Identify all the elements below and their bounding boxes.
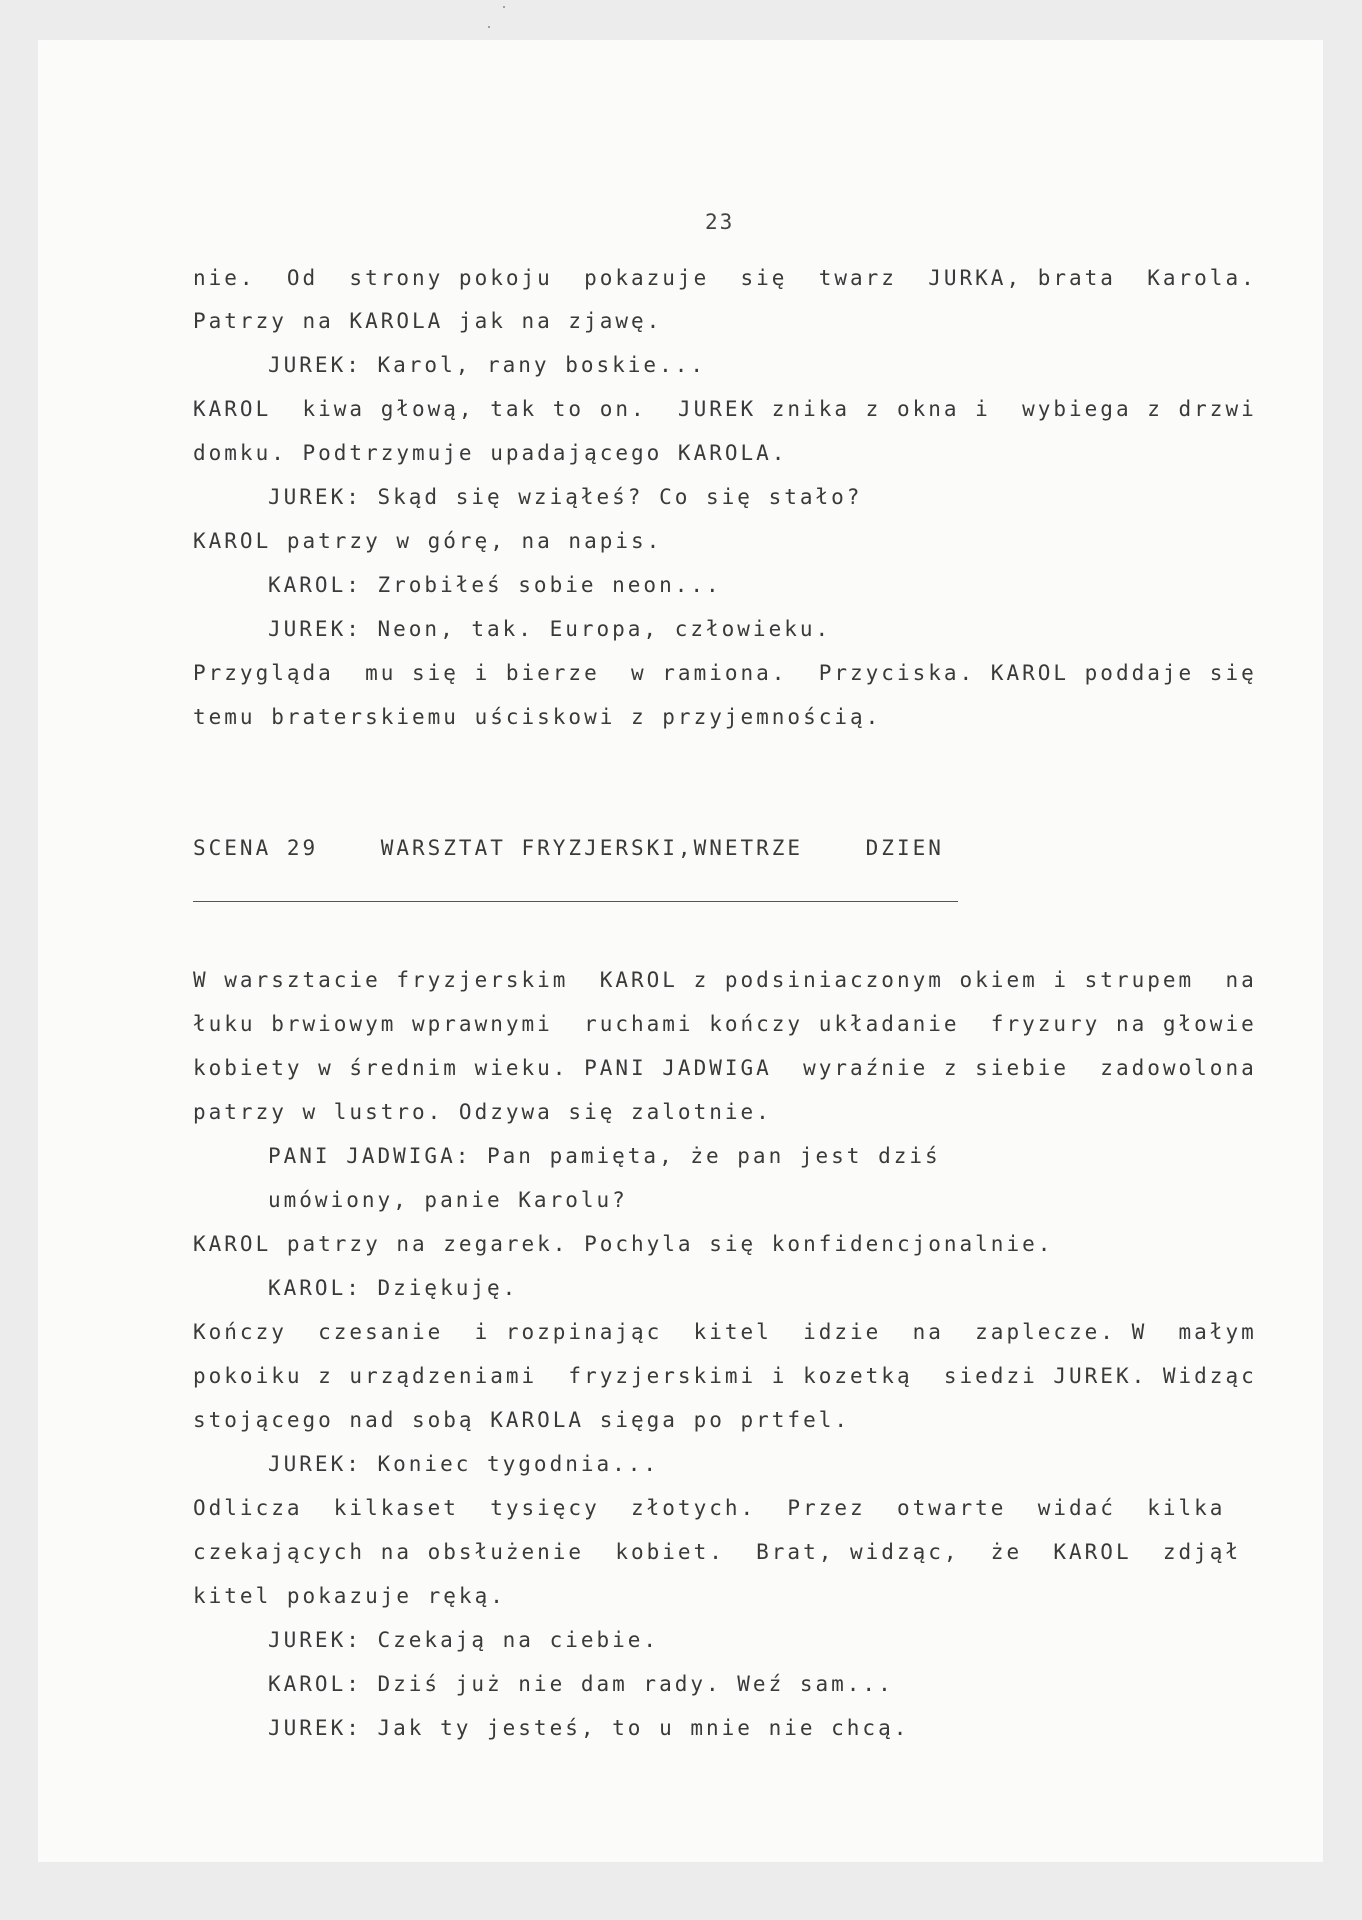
paper-speck (488, 26, 490, 28)
body-line: stojącego nad sobą KAROLA sięga po prtfel. (193, 1408, 851, 1432)
dialogue-line: KAROL: Dziękuję. (268, 1276, 519, 1300)
dialogue-line: JUREK: Jak ty jesteś, to u mnie nie chcą. (268, 1716, 910, 1740)
body-line: nie. Od strony pokoju pokazuje się twarz JURKA, brata Karola. (193, 266, 1257, 290)
dialogue-line: JUREK: Karol, rany boskie... (268, 353, 707, 377)
dialogue-line: KAROL: Zrobiłeś sobie neon... (268, 573, 722, 597)
body-line: pokoiku z urządzeniami fryzjerskimi i kozetką siedzi JUREK. Widząc (193, 1364, 1257, 1388)
body-line: KAROL kiwa głową, tak to on. JUREK znika z okna i wybiega z drzwi (193, 397, 1257, 421)
page-number: 23 (705, 210, 735, 234)
dialogue-line: JUREK: Neon, tak. Europa, człowieku. (268, 617, 832, 641)
body-line: Odlicza kilkaset tysięcy złotych. Przez otwarte widać kilka (193, 1496, 1226, 1520)
body-line: kitel pokazuje ręką. (193, 1584, 506, 1608)
body-line: KAROL patrzy na zegarek. Pochyla się konfidencjonalnie. (193, 1232, 1054, 1256)
body-line: domku. Podtrzymuje upadającego KAROLA. (193, 441, 788, 465)
body-line: Patrzy na KAROLA jak na zjawę. (193, 309, 663, 333)
dialogue-line: JUREK: Koniec tygodnia... (268, 1452, 660, 1476)
body-line: temu braterskiemu uściskowi z przyjemnością. (193, 705, 882, 729)
scene-heading-rule (193, 901, 958, 902)
body-line: kobiety w średnim wieku. PANI JADWIGA wyraźnie z siebie zadowolona (193, 1056, 1257, 1080)
body-line: KAROL patrzy w górę, na napis. (193, 529, 663, 553)
dialogue-line: JUREK: Skąd się wziąłeś? Co się stało? (268, 485, 863, 509)
body-line: Kończy czesanie i rozpinając kitel idzie na zaplecze. W małym (193, 1320, 1257, 1344)
paper-speck (503, 6, 505, 8)
body-line: łuku brwiowym wprawnymi ruchami kończy układanie fryzury na głowie (193, 1012, 1257, 1036)
dialogue-line: umówiony, panie Karolu? (268, 1188, 628, 1212)
dialogue-line: KAROL: Dziś już nie dam rady. Weź sam... (268, 1672, 894, 1696)
body-line: patrzy w lustro. Odzywa się zalotnie. (193, 1100, 772, 1124)
dialogue-line: JUREK: Czekają na ciebie. (268, 1628, 660, 1652)
dialogue-line: PANI JADWIGA: Pan pamięta, że pan jest dziś (268, 1144, 941, 1168)
body-line: W warsztacie fryzjerskim KAROL z podsiniaczonym okiem i strupem na (193, 968, 1257, 992)
body-line: Przygląda mu się i bierze w ramiona. Przyciska. KAROL poddaje się (193, 661, 1257, 685)
scene-heading: SCENA 29 WARSZTAT FRYZJERSKI,WNETRZE DZIEN (193, 836, 944, 860)
body-line: czekających na obsłużenie kobiet. Brat, widząc, że KAROL zdjął (193, 1540, 1242, 1564)
